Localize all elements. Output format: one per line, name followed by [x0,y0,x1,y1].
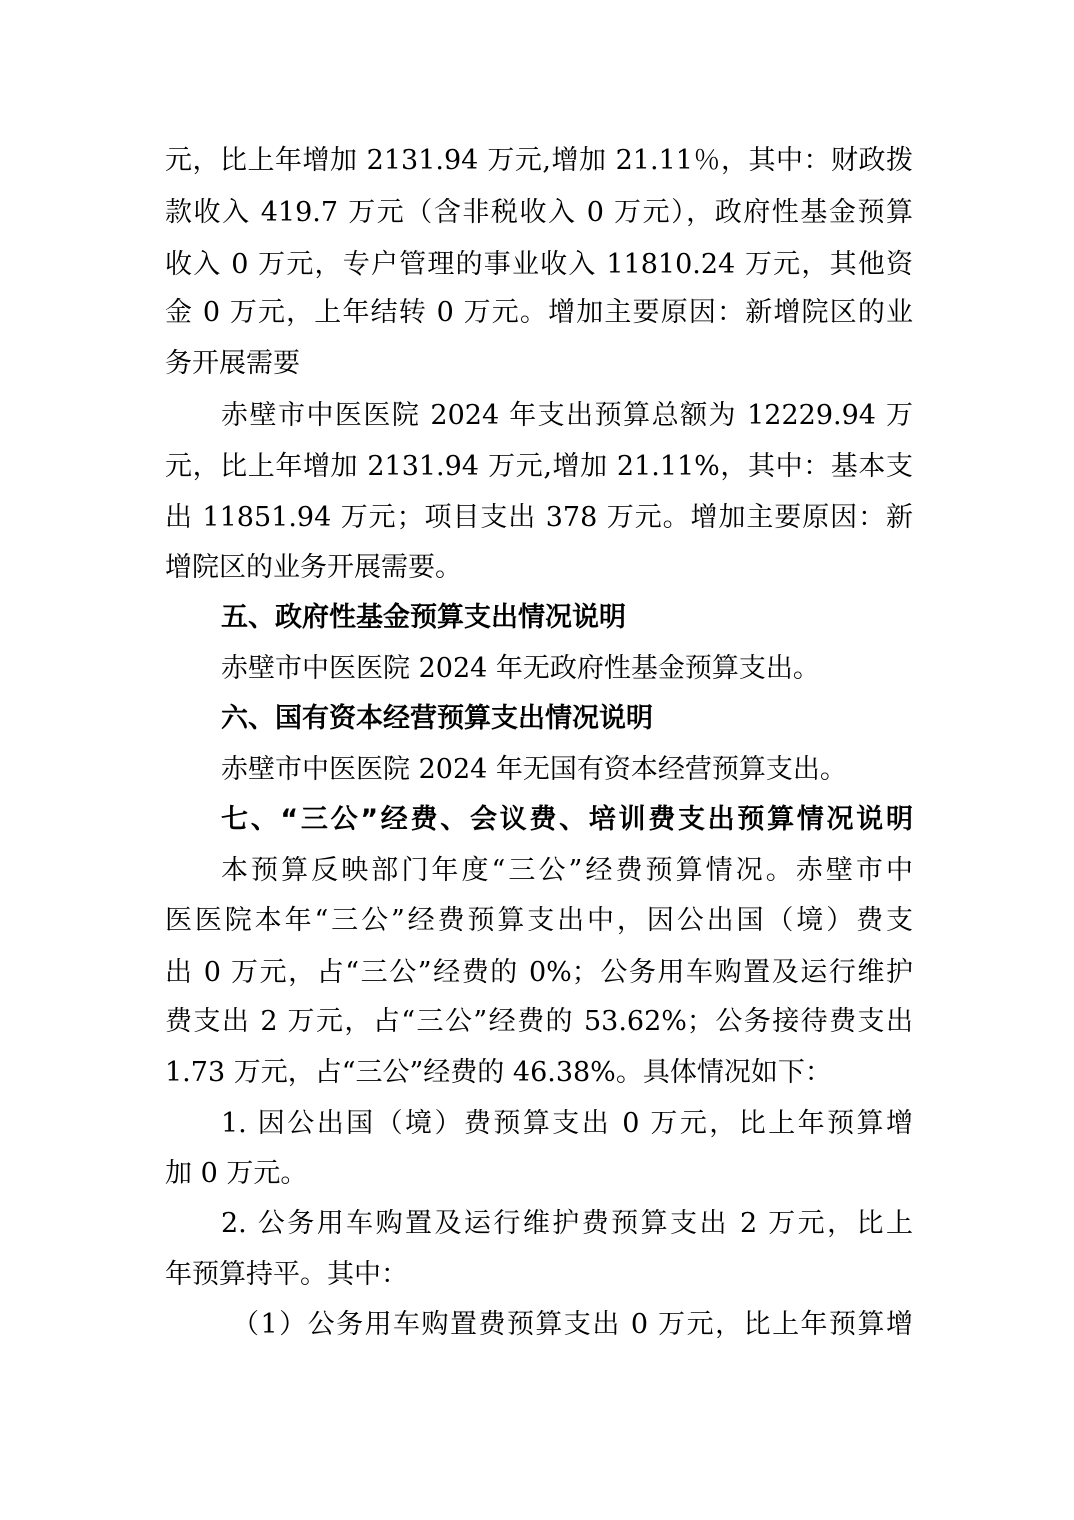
paragraph-line: 收入 0 万元，专户管理的事业收入 11810.24 万元，其他资 [165,249,913,280]
paragraph-line: 赤壁市中医医院 2024 年支出预算总额为 12229.94 万 [221,400,913,431]
paragraph-line: 出 11851.94 万元；项目支出 378 万元。增加主要原因：新 [165,502,913,533]
paragraph-line: 赤壁市中医医院 2024 年无政府性基金预算支出。 [221,653,820,684]
paragraph-line: 加 0 万元。 [165,1158,308,1189]
paragraph-line: 元，比上年增加 2131.94 万元,增加 21.11％，其中：财政拨 [165,145,913,176]
paragraph-line: 本预算反映部门年度“三公”经费预算情况。赤壁市中 [221,855,913,886]
paragraph-line: 年预算持平。其中： [165,1259,408,1290]
section-heading-7: 七、“三公”经费、会议费、培训费支出预算情况说明 [221,804,913,835]
paragraph-line: 费支出 2 万元，占“三公”经费的 53.62%；公务接待费支出 [165,1006,913,1037]
paragraph-line: 赤壁市中医医院 2024 年无国有资本经营预算支出。 [221,754,847,785]
section-heading-5: 五、政府性基金预算支出情况说明 [221,602,626,633]
paragraph-line: 务开展需要 [165,348,300,379]
paragraph-line: 款收入 419.7 万元（含非税收入 0 万元），政府性基金预算 [165,197,913,228]
list-item-2: 2. 公务用车购置及运行维护费预算支出 2 万元，比上 [221,1208,913,1239]
paragraph-line: 出 0 万元，占“三公”经费的 0%；公务用车购置及运行维护 [165,957,913,988]
list-item-2-1: （1）公务用车购置费预算支出 0 万元，比上年预算增 [232,1309,913,1340]
paragraph-line: 增院区的业务开展需要。 [165,552,462,583]
list-item-1: 1. 因公出国（境）费预算支出 0 万元，比上年预算增 [221,1108,913,1139]
paragraph-line: 医医院本年“三公”经费预算支出中，因公出国（境）费支 [165,905,913,936]
paragraph-line: 1.73 万元，占“三公”经费的 46.38%。具体情况如下： [165,1057,832,1088]
section-heading-6: 六、国有资本经营预算支出情况说明 [221,703,653,734]
paragraph-line: 金 0 万元，上年结转 0 万元。增加主要原因：新增院区的业 [165,297,913,328]
paragraph-line: 元，比上年增加 2131.94 万元,增加 21.11%，其中：基本支 [165,451,913,482]
